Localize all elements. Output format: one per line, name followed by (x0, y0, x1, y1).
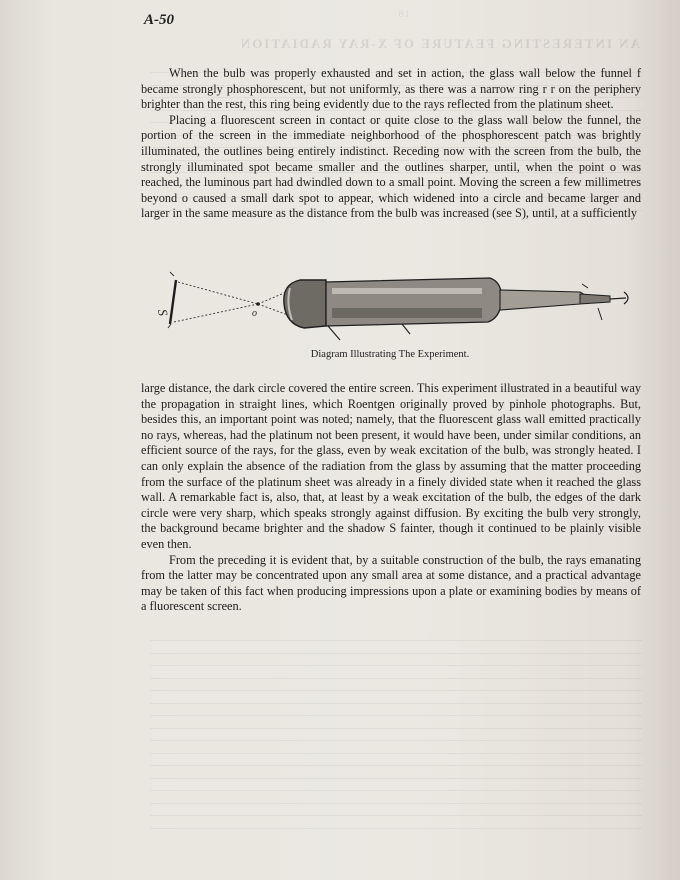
electrode-wire (610, 298, 626, 299)
page-label: A-50 (144, 12, 174, 28)
cone-line-lower (174, 304, 258, 322)
screen-label: S (155, 307, 171, 317)
experiment-diagram (140, 258, 640, 370)
bleed-page-number: 18 (398, 8, 410, 20)
screen-line (170, 280, 176, 324)
tube-glare (332, 288, 482, 294)
paragraph-dark-circle: large distance, the dark circle covered the entire screen. This experiment illustrated in a beautiful way the propagation in straight lines, which Roentgen originally proved by pinhole photographs. But, besides this, an important point was noted; namely, that the fluorescent glass wall emitted practically no rays, whereas, had the platinum not been present, it would have been, under similar conditions, an efficient source of the rays, for the glass, even by weak excitation of the bulb, was strongly heated. I can only explain the absence of the radiation from the glass by assuming that the matter proceeding from the surface of the platinum sheet was already in a finely divided state when it reached the glass wall. A remarkable fact is, also, that, at least by a weak excitation of the bulb, the edges of the dark circle were very sharp, which speaks strongly against diffusion. By exciting the bulb very strongly, the background became brighter and the shadow S fainter, though it continued to be plainly visible even then. (141, 381, 641, 551)
tube-neck (500, 290, 586, 310)
screen-tick-top (170, 272, 174, 276)
tube-shadow (332, 308, 482, 318)
paragraph-conclusion: From the preceding it is evident that, by a suitable construction of the bulb, the rays emanating from the latter may be concentrated upon any small area at some distance, and a practical advantage may be taken of this fact when producing impressions upon a plate or examining bodies by means of a fluorescent screen. (141, 552, 641, 614)
cone-line-upper (178, 282, 258, 304)
body-text-bottom (141, 381, 641, 615)
body-text-top (141, 66, 641, 222)
diagram-drawing (140, 258, 640, 348)
electrode-stem (580, 294, 610, 304)
paragraph-bulb-exhausted: When the bulb was properly exhausted and set in action, the glass wall below the funnel f became strongly phosphorescent, but not uniformly, as there was a narrow ring r r on the periphery brighter than the rest, this ring being evidently due to the rays reflected from the platinum sheet. (141, 66, 641, 112)
bleed-title: AN INTERESTING FEATURE OF X-RAY RADIATION (238, 36, 640, 51)
bleed-lines-bottom (150, 640, 642, 840)
support-leg-left (328, 326, 340, 340)
paragraph-fluorescent-screen: Placing a fluorescent screen in contact or quite close to the glass wall below the funnel, the portion of the screen in the immediate neighborhood of the phosphorescent patch was brightly illuminated, the outlines being entirely indistinct. Receding now with the screen from the bulb, the strongly illuminated spot became smaller and the outlines sharper, until, when the point o was reached, the luminous part had dwindled down to a small point. Moving the screen a few millimetres beyond o caused a small dark spot to appear, which widened into a circle and became larger and larger in the same measure as the distance from the bulb was increased (see S), until, at a sufficiently (141, 112, 641, 221)
focal-point-label: o (252, 308, 257, 319)
screen-tick-bottom (168, 324, 171, 328)
figure-caption: Diagram Illustrating The Experiment. (310, 349, 470, 360)
tube-body (326, 278, 502, 326)
neck-mark (582, 284, 588, 288)
bulb-funnel (284, 280, 326, 328)
support-leg-right (402, 324, 410, 334)
electrode-lead (598, 308, 602, 320)
focal-point (256, 302, 260, 306)
